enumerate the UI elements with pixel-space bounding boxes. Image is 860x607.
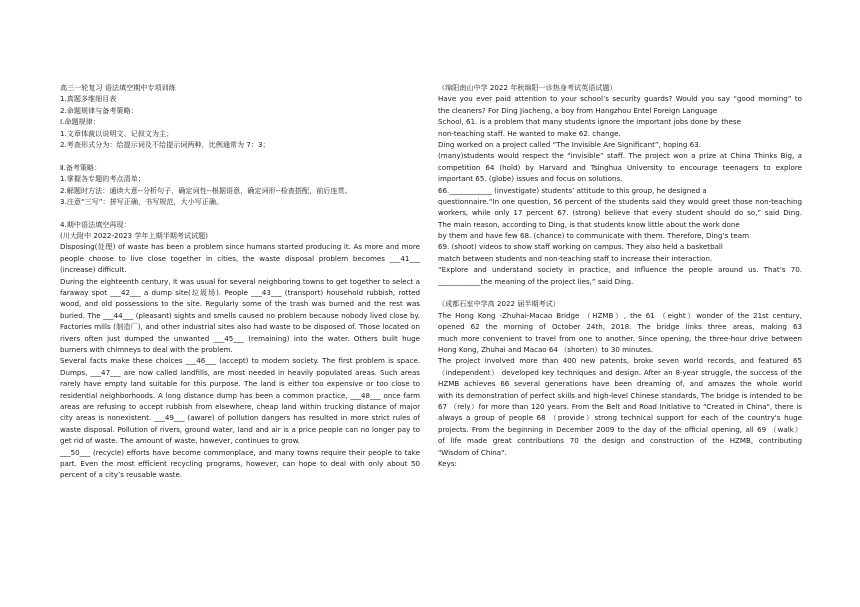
left-line: 1.文章体裁以说明文、记叙文为主；: [60, 128, 174, 138]
left-line: get rid of waste. The amount of waste, however, continues to grow.: [60, 436, 300, 446]
left-line: rarely have empty land suitable for this purpose. The land is either too expensive or too close to: [60, 379, 420, 389]
left-line: rivers often just dumped the unwanted ___45___ (remaining) into the water. Others built huge: [60, 333, 420, 343]
right-line: projects. From the beginning in December 2009 to the day of the official opening, all 69 （walk）: [438, 424, 802, 434]
left-column: [60, 82, 420, 481]
left-spacer: [60, 207, 420, 218]
right-line: （independent） developed key techniques and design. After an 8-year struggle, the success of the: [438, 367, 802, 377]
right-line: Ding worked on a project called “The Invisible Are Significant”, hoping 63.: [438, 139, 701, 149]
left-line: city areas is nonexistent. ___49___ (aware) of pollution dangers has resulted in more strict rules of: [60, 413, 420, 423]
right-line: Hong Kong, Zhuhai and Macao 64 （shorten）to 30 minutes.: [438, 344, 654, 354]
left-line: 2.解题时方法：通读大意--分析句子，确定词性--根据语意，确定词形--检查搭配，前后连贯。: [60, 185, 352, 195]
left-line: faraway spot ___42___ a dump site(垃圾场). People ___43___ (transport) household rubbish, rotted: [60, 288, 420, 298]
left-line: (川大附中 2022-2023 学年上期半期考试试题): [60, 231, 209, 241]
right-line: with its demonstration of perfect skills and high-level Chinese standards, The bridge is intended to be: [438, 390, 802, 400]
left-line: 2.命题规律与备考策略：: [60, 105, 138, 115]
left-line: areas are refusing to accept rubbish from elsewhere, cheap land within trucking distance of major: [60, 401, 420, 411]
right-line: questionnaire.“In one question, 56 percent of the students said they would greet those non-teaching: [438, 196, 802, 206]
right-line: workers, while only 17 percent 67. (strong) believe that every student should do so,” said Ding.: [438, 208, 802, 218]
left-line: waste disposal. Pollution of rivers, ground water, land and air is a price people can no longer pay to: [60, 424, 420, 434]
right-line: by them and have few 68. (chance) to communicate with them. Therefore, Ding’s team: [438, 231, 750, 241]
right-line: competition 64 (hold) by Harvard and Tsinghua University to encourage teenagers to explore: [438, 162, 802, 172]
left-line: part. Even the most efficient recycling programs, however, can hope to deal with only about 50: [60, 458, 420, 468]
right-line: （成都石室中学高 2022 届半期考试）: [438, 299, 560, 309]
right-line: the cleaners? For Ding Jiacheng, a boy from Hangzhou Entel Foreign Language: [438, 105, 718, 115]
left-line: Dumps, ___47___ are now called landfills, are most needed in heavily populated areas. Such areas: [60, 367, 420, 377]
right-line: (many)students would respect the “invisible” staff. The project won a prize at China Thinks Big, a: [438, 151, 802, 161]
left-line: Several facts make these choices ___46___ (accept) to modern society. The first problem is space.: [60, 356, 420, 366]
right-line: 67 （rely）for more than 120 years. From the Belt and Road Initiative to "Created in China", there is: [438, 401, 802, 411]
right-line: Keys:: [438, 458, 457, 468]
left-line: percent of a city’s reusable waste.: [60, 470, 183, 480]
left-line: (increase) difficult.: [60, 265, 127, 275]
left-line: 4.期中语法填空再现：: [60, 219, 131, 229]
right-line: Have you ever paid attention to your school’s security guards? Would you say “good morning” to: [438, 94, 802, 104]
right-line: HZMB achieves 66 several generations have been dreaming of, and amazes the whole world: [438, 379, 802, 389]
left-line: Disposing(处理) of waste has been a problem since humans started producing it. As more and more: [60, 242, 420, 252]
left-line: ___50___ (recycle) efforts have become commonplace, and many towns require their people to take: [60, 447, 420, 457]
right-spacer: [438, 287, 802, 298]
left-line: buried. The ___44___ (pleasant) sights and smells caused no problem because nobody lived close by.: [60, 310, 420, 320]
left-line: people choose to live close together in cities, the waste disposal problem becomes ___41___: [60, 253, 420, 263]
left-line: Factories mills (制造厂), and other industrial sites also had waste to be disposed of. Those located on: [60, 322, 420, 332]
left-line: burners with chimneys to deal with the problem.: [60, 344, 233, 354]
right-line: 69. (shoot) videos to show staff working on campus. They also held a basketball: [438, 242, 723, 252]
right-line: ____________the meaning of the project lies,” said Ding.: [438, 276, 634, 286]
left-line: 2.考查形式分为：给提示词及不给提示词两种，比例通常为 7：3；: [60, 139, 270, 149]
left-line: 1.掌握各专题的考点清单；: [60, 174, 145, 184]
left-line: Ⅰ.命题规律：: [60, 117, 100, 127]
right-line: （绵阳南山中学 2022 年秋绵阳一诊热身考试英语试题）: [438, 83, 617, 92]
right-line: “Explore and understand society in practice, and influence the people around us. That’s 70.: [438, 265, 802, 275]
right-line: "Wisdom of China".: [438, 447, 507, 457]
left-line: Ⅱ.备考策略：: [60, 162, 102, 172]
right-line: The project involved more than 400 new patents, broke seven world records, and featured 65: [438, 356, 802, 366]
left-line: wood, and old possessions to the site. Regularly some of the trash was burned and the rest was: [60, 299, 420, 309]
right-line: of life made great contributions 70 the design and construction of the HZMB, contributing: [438, 436, 802, 446]
right-line: match between students and non-teaching staff to increase their interaction.: [438, 253, 713, 263]
right-line: much more convenient to travel from one to another. Since opening, the three-hour drive between: [438, 333, 802, 343]
left-line: During the eighteenth century, it was usual for several neighboring towns to get together to select a: [60, 276, 420, 286]
right-line: always a group of people 68 （provide）strong technical support for each of the country's huge: [438, 413, 802, 423]
right-column: [438, 82, 802, 469]
right-line: School, 61. is a problem that many students ignore the important jobs done by these: [438, 117, 741, 127]
left-line: 1.真题多维细目表: [60, 94, 117, 104]
left-spacer: [60, 150, 420, 161]
left-line: 高三一轮复习 语法填空期中专项训练: [60, 83, 176, 92]
left-line: 3.注意“三写”：拼写正确，书写规范，大小写正确。: [60, 196, 224, 206]
right-line: The Hong Kong -Zhuhai-Macao Bridge （HZMB）, the 61 （eight）wonder of the 21st century,: [438, 310, 802, 320]
right-line: 66.____________ (investigate) students’ attitude to this group, he designed a: [438, 185, 707, 195]
right-line: The main reason, according to Ding, is that students know little about the work done: [438, 219, 740, 229]
right-line: opened 62 the morning of October 24th, 2018. The bridge links three areas, making 63: [438, 322, 802, 332]
right-line: non-teaching staff. He wanted to make 62. change.: [438, 128, 621, 138]
left-line: residential neighborhoods. A long distance dump has been a common practice, ___48___ once farm: [60, 390, 420, 400]
right-line: important 65. (globe) issues and focus on solutions.: [438, 174, 623, 184]
